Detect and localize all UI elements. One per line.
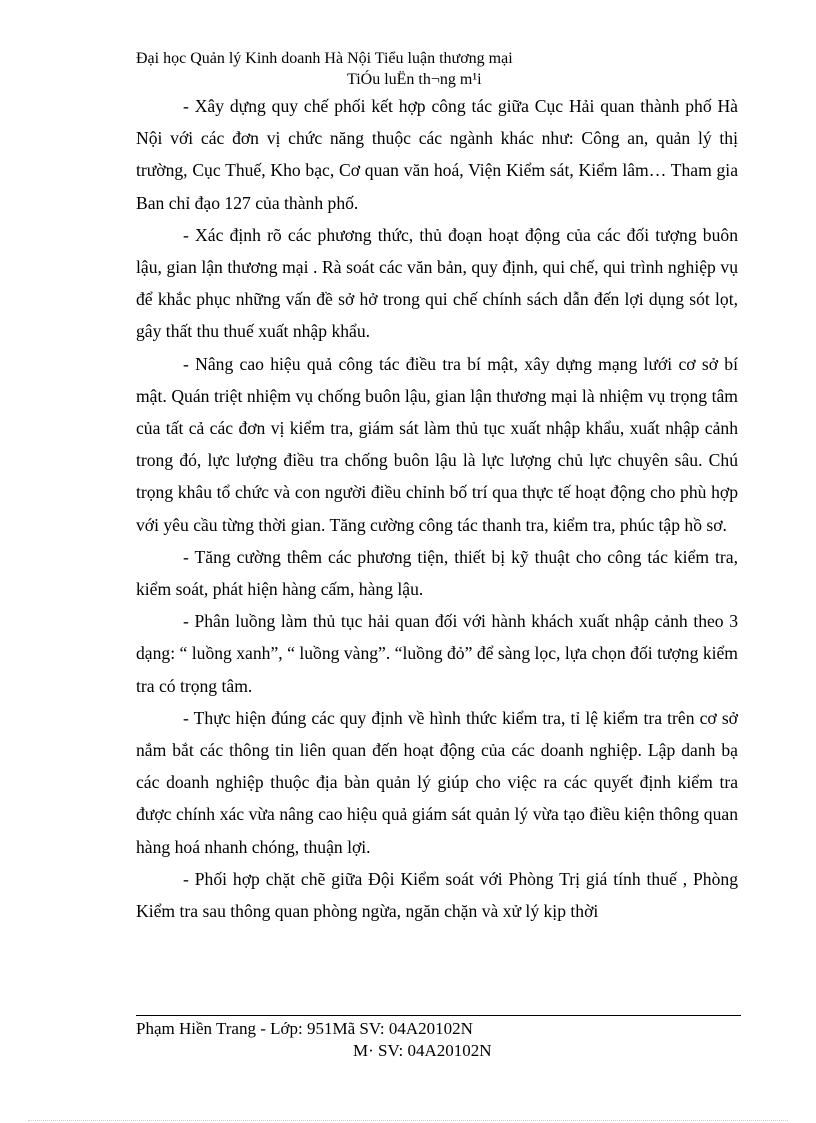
paragraph: - Xây dựng quy chế phối kết hợp công tác giữa Cục Hải quan thành phố Hà Nội với các đơn vị chức năng thuộc các ngành khác như: Công an, quản lý thị trường, Cục Thuế, Kho bạc, Cơ quan văn hoá, Viện Kiểm sát, Kiểm lâm… Tham gia Ban chỉ đạo 127 của thành phố. [136,96,738,213]
page-footer: Phạm Hiền Trang - Lớp: 951Mã SV: 04A20102N [136,1019,473,1038]
page-header-garbled: TiÓu luËn th¬ng m¹i [347,71,482,88]
paragraph: - Xác định rõ các phương thức, thủ đoạn hoạt động của các đối tượng buôn lậu, gian lận thương mại . Rà soát các văn bản, quy định, qui chế, qui trình nghiệp vụ để khắc phục những vấn đề sở hở trong qui chế chính sách dẫn đến lợi dụng sót lọt, gây thất thu thuế xuất nhập khẩu. [136,224,738,342]
body-text [136,90,738,927]
paragraph: - Phối hợp chặt chẽ giữa Đội Kiểm soát với Phòng Trị giá tính thuế , Phòng Kiểm tra sau thông quan phòng ngừa, ngăn chặn và xử lý kịp thời [136,868,738,922]
paragraph: - Phân luồng làm thủ tục hải quan đối với hành khách xuất nhập cảnh theo 3 dạng: “ luồng xanh”, “ luồng vàng”. “luồng đỏ” để sàng lọc, lựa chọn đối tượng kiểm tra có trọng tâm. [136,611,738,696]
page-footer-garbled: M· SV: 04A20102N [353,1041,492,1060]
footer-divider [136,1015,741,1016]
paragraph: - Nâng cao hiệu quả công tác điều tra bí mật, xây dựng mạng lưới cơ sở bí mật. Quán triệt nhiệm vụ chống buôn lậu, gian lận thương mại là nhiệm vụ trọng tâm của tất cả các đơn vị kiểm tra, giám sát làm thủ tục xuất nhập khẩu, xuất nhập cảnh trong đó, lực lượng điều tra chống buôn lậu là lực lượng chủ lực chuyên sâu. Chú trọng khâu tổ chức và con người điều chỉnh bố trí qua thực tế hoạt động cho phù hợp với yêu cầu từng thời gian. Tăng cường công tác thanh tra, kiểm tra, phúc tập hồ sơ. [136,353,738,535]
page-header: Đại học Quản lý Kinh doanh Hà Nội Tiểu luận thương mại [136,50,513,67]
paragraph: - Tăng cường thêm các phương tiện, thiết bị kỹ thuật cho công tác kiểm tra, kiểm soát, phát hiện hàng cấm, hàng lậu. [136,546,738,600]
page-edge-divider [28,1120,788,1121]
paragraph: - Thực hiện đúng các quy định về hình thức kiểm tra, tỉ lệ kiểm tra trên cơ sở nắm bắt các thông tin liên quan đến hoạt động của các doanh nghiệp. Lập danh bạ các doanh nghiệp thuộc địa bàn quản lý giúp cho việc ra các quyết định kiểm tra được chính xác vừa nâng cao hiệu quả giám sát quản lý vừa tạo điều kiện thông quan hàng hoá nhanh chóng, thuận lợi. [136,707,738,857]
